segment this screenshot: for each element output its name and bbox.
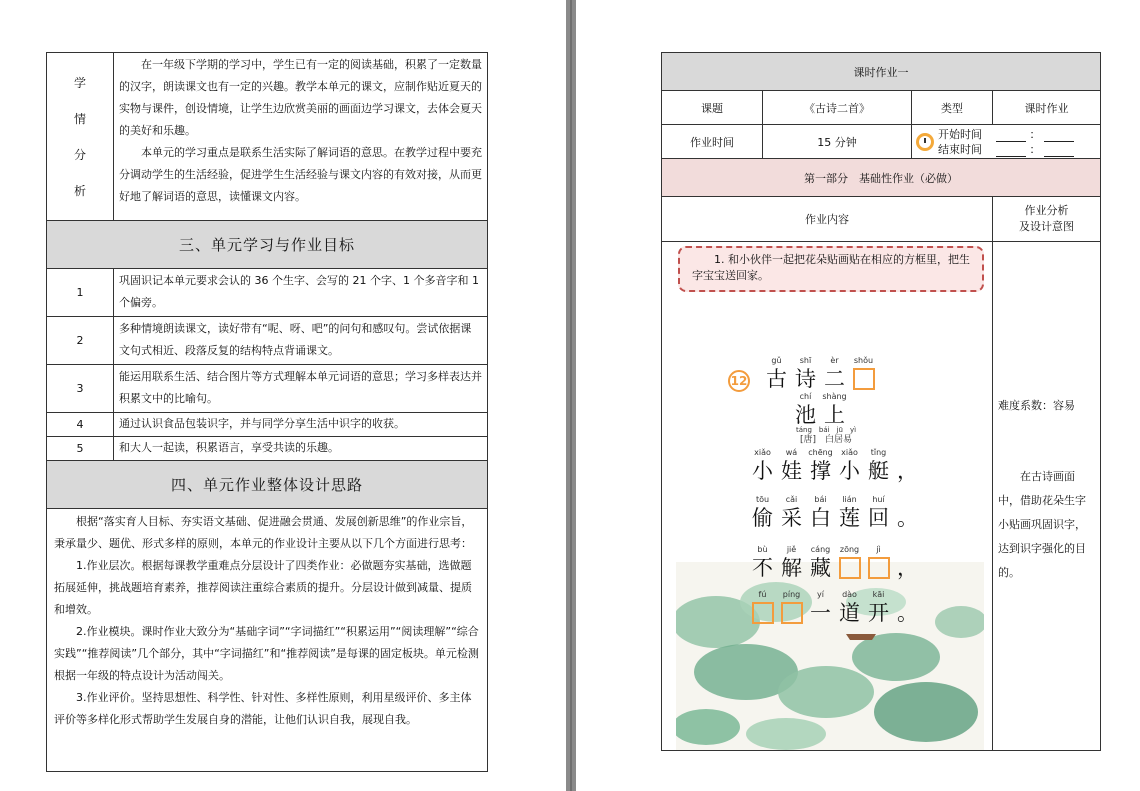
hanzi: 娃	[781, 459, 802, 483]
poem-char	[893, 447, 922, 483]
poem-line	[748, 589, 922, 625]
author-pinyin: táng bái jū yì	[795, 426, 857, 434]
goal-text: 和大人一起读，积累语言，享受共读的乐趣。	[119, 441, 339, 454]
analysis-header	[993, 197, 1100, 241]
goal-row	[47, 365, 487, 413]
homework-table	[661, 52, 1101, 751]
poem-char	[893, 544, 922, 580]
analysis-paragraph-2: 本单元的学习重点是联系生活实际了解词语的意思。在教学过程中要充分调动学生的生活经验，促进学生生活经验与课文内容的有效对接，从而更好地了解词语的意思，读懂课文内容。	[119, 146, 482, 203]
poem-char	[835, 494, 864, 530]
poem-char	[748, 447, 777, 483]
time-colon: ：	[1029, 142, 1041, 156]
design-paragraph: 根据“落实育人目标、夯实语文基础、促进融会贯通、发展创新思维”的作业宗旨，秉承量少、题优、形式多样的原则，本单元的作业设计主要从以下几个方面进行思考：	[54, 515, 473, 550]
task-instruction	[678, 246, 984, 292]
start-end-time	[912, 125, 1100, 158]
content-header: 作业内容	[805, 213, 849, 226]
pinyin: wá	[785, 448, 798, 457]
hanzi: 。	[897, 506, 918, 530]
poem-char	[893, 494, 922, 530]
pinyin: píng	[782, 590, 801, 599]
hanzi: 艇	[868, 459, 889, 483]
sticker-box[interactable]	[853, 368, 875, 390]
sticker-box[interactable]	[781, 602, 803, 624]
poem-char	[777, 494, 806, 530]
topic-label: 课题	[701, 101, 723, 115]
hanzi: 白	[810, 506, 831, 530]
poem-char	[864, 544, 893, 580]
poem-char	[777, 544, 806, 580]
label-char: 学	[73, 75, 86, 90]
pinyin: cáng	[810, 545, 831, 554]
poem-title-line	[762, 355, 878, 391]
pinyin: gǔ	[771, 356, 782, 365]
pinyin: jì	[876, 545, 881, 554]
pinyin: xiǎo	[754, 448, 771, 457]
pinyin: yí	[817, 590, 824, 599]
poem-line	[748, 544, 922, 580]
sticker-box[interactable]	[752, 602, 774, 624]
poem-char	[849, 355, 878, 391]
goal-number: 5	[47, 437, 114, 460]
label-char: 情	[73, 111, 86, 126]
time-row	[662, 125, 1100, 159]
poem-char	[864, 494, 893, 530]
pinyin: cǎi	[785, 495, 798, 504]
section3-heading: 三、单元学习与作业目标	[47, 221, 487, 269]
poem-line	[748, 494, 922, 530]
poem-char	[806, 589, 835, 625]
poem-char	[864, 447, 893, 483]
section4-heading: 四、单元作业整体设计思路	[47, 461, 487, 509]
page-gutter	[566, 0, 576, 791]
design-paragraph: 3.作业评价。坚持思想性、科学性、针对性、多样性原则，利用星级评价、多主体评价等多样化形式帮助学生发展自身的潜能，让他们认识自我，展现自我。	[54, 691, 472, 726]
time-colon: ：	[1029, 127, 1041, 141]
hanzi: 池	[795, 403, 816, 427]
type-value: 课时作业	[1024, 101, 1069, 115]
pinyin: jiě	[786, 545, 797, 554]
start-hour-blank[interactable]	[996, 131, 1026, 142]
goal-text: 多种情境朗读课文，读好带有“呢、呀、吧”的问句和感叹句。尝试依据课文句式相近、段落反复的结构特点背诵课文。	[119, 322, 472, 357]
goal-row	[47, 317, 487, 365]
poem-char	[791, 391, 820, 427]
part1-title: 第一部分 基础性作业（必做）	[804, 171, 958, 185]
pinyin: huí	[872, 495, 885, 504]
analysis-header-line1: 作业分析	[1024, 204, 1069, 217]
part1-row	[662, 159, 1100, 197]
poem-char	[748, 544, 777, 580]
pinyin: zōng	[839, 545, 860, 554]
goal-text: 巩固识记本单元要求会认的 36 个生字、会写的 21 个字、1 个多音字和 1 个偏旁。	[119, 274, 479, 309]
pinyin: shī	[799, 356, 812, 365]
poem-name-line	[791, 391, 849, 427]
analysis-paragraph-1: 在一年级下学期的学习中，学生已有一定的阅读基础，积累了一定数量的汉字，朗读课文也有一定的兴趣。教学本单元的课文，应制作贴近夏天的实物与课件，创设情境，让学生边欣赏美丽的画面边学习课文，去体会夏天的美好和乐趣。	[119, 58, 482, 137]
hanzi: 偷	[752, 506, 773, 530]
poem-char	[835, 544, 864, 580]
goal-number: 1	[47, 269, 114, 316]
poem-char	[777, 447, 806, 483]
end-time-label: 结束时间	[938, 142, 982, 156]
author-line	[786, 425, 866, 445]
sticker-box[interactable]	[839, 557, 861, 579]
type-label: 类型	[941, 101, 963, 115]
poem-char	[806, 447, 835, 483]
goal-row	[47, 437, 487, 461]
pinyin: tǐng	[870, 448, 887, 457]
time-value: 15 分钟	[817, 135, 857, 149]
pinyin: chí	[799, 392, 812, 401]
pinyin: tōu	[755, 495, 770, 504]
poem-char	[748, 589, 777, 625]
poem-char	[835, 589, 864, 625]
start-time-label: 开始时间	[938, 127, 982, 141]
pinyin: kāi	[872, 590, 885, 599]
end-minute-blank[interactable]	[1044, 146, 1074, 157]
goal-number: 4	[47, 413, 114, 436]
label-char: 分	[73, 147, 86, 162]
poem-line	[748, 447, 922, 483]
topic-value: 《古诗二首》	[804, 101, 870, 115]
hanzi: ，	[897, 556, 918, 580]
hanzi: 道	[839, 601, 860, 625]
goal-number: 2	[47, 317, 114, 364]
hanzi: 开	[868, 601, 889, 625]
homework-title-row	[662, 53, 1100, 91]
hanzi: 小	[752, 459, 773, 483]
poem-char	[820, 355, 849, 391]
poem-char	[806, 494, 835, 530]
poem-char	[893, 589, 922, 625]
design-paragraph: 2.作业模块。课时作业大致分为“基础字词”“字词描红”“积累运用”“阅读理解”“综合实践”“推荐阅读”几个部分，其中“字词描红”和“推荐阅读”是每课的固定板块。单元检测根据一年级的特点设计为活动闯关。	[54, 625, 479, 682]
student-analysis-label	[47, 53, 114, 220]
poem-char	[864, 589, 893, 625]
poem-char	[762, 355, 791, 391]
unit-plan-table	[46, 52, 488, 772]
left-page	[0, 0, 566, 791]
goal-number: 3	[47, 365, 114, 412]
goal-row	[47, 269, 487, 317]
hanzi: 。	[897, 601, 918, 625]
end-hour-blank[interactable]	[996, 146, 1026, 157]
alarm-clock-icon	[916, 133, 934, 151]
hanzi: 采	[781, 506, 802, 530]
pinyin: bù	[757, 545, 768, 554]
goal-text: 能运用联系生活、结合图片等方式理解本单元词语的意思；学习多样表达并积累文中的比喻句。	[119, 370, 482, 405]
content-header-row	[662, 197, 1100, 242]
poem-char	[806, 544, 835, 580]
pinyin: shàng	[822, 392, 847, 401]
time-label: 作业时间	[690, 135, 734, 149]
poem-char	[748, 494, 777, 530]
label-char: 析	[73, 183, 86, 198]
poem-char	[820, 391, 849, 427]
pinyin: xiǎo	[841, 448, 858, 457]
author: [唐] 白居易	[799, 435, 853, 445]
pinyin: bái	[814, 495, 827, 504]
goal-text: 通过认识食品包装识字，并与同学分享生活中识字的收获。	[119, 417, 405, 430]
hanzi: 古	[766, 367, 787, 391]
task-text: 1. 和小伙伴一起把花朵贴画贴在相应的方框里，把生字宝宝送回家。	[692, 253, 970, 282]
pinyin: shǒu	[853, 356, 874, 365]
start-minute-blank[interactable]	[1044, 131, 1074, 142]
hanzi: 一	[810, 601, 831, 625]
analysis-text: 在古诗画面中，借助花朵生字小贴画巩固识字，达到识字强化的目的。	[998, 470, 1086, 579]
hanzi: 诗	[795, 367, 816, 391]
hanzi: 解	[781, 556, 802, 580]
hanzi: 莲	[839, 506, 860, 530]
pinyin: lián	[842, 495, 857, 504]
hanzi: 不	[752, 556, 773, 580]
pinyin: fú	[758, 590, 767, 599]
hanzi: 上	[824, 403, 845, 427]
hanzi: 藏	[810, 556, 831, 580]
pinyin: èr	[830, 356, 839, 365]
poem-char	[835, 447, 864, 483]
lesson-number-badge: 12	[728, 370, 750, 392]
analysis-header-line2: 及设计意图	[1019, 220, 1074, 233]
pinyin: chēng	[808, 448, 833, 457]
homework-title: 课时作业一	[853, 65, 909, 79]
hanzi: ，	[897, 459, 918, 483]
poem-char	[791, 355, 820, 391]
hanzi: 小	[839, 459, 860, 483]
goal-row	[47, 413, 487, 437]
sticker-box[interactable]	[868, 557, 890, 579]
student-analysis-row	[47, 53, 487, 221]
poem-char	[777, 589, 806, 625]
topic-row	[662, 91, 1100, 125]
hanzi: 撑	[810, 459, 831, 483]
hanzi: 二	[824, 367, 845, 391]
hanzi: 回	[868, 506, 889, 530]
design-paragraph: 1.作业层次。根据每课教学重难点分层设计了四类作业：必做题夯实基础，选做题拓展延伸，挑战题培育素养，推荐阅读注重综合素质的提升。分层设计做到减量、提质和增效。	[54, 559, 472, 616]
content-body-row	[662, 242, 1100, 750]
difficulty-text: 难度系数：容易	[998, 399, 1075, 412]
design-row	[47, 509, 487, 771]
pinyin: dào	[842, 590, 857, 599]
